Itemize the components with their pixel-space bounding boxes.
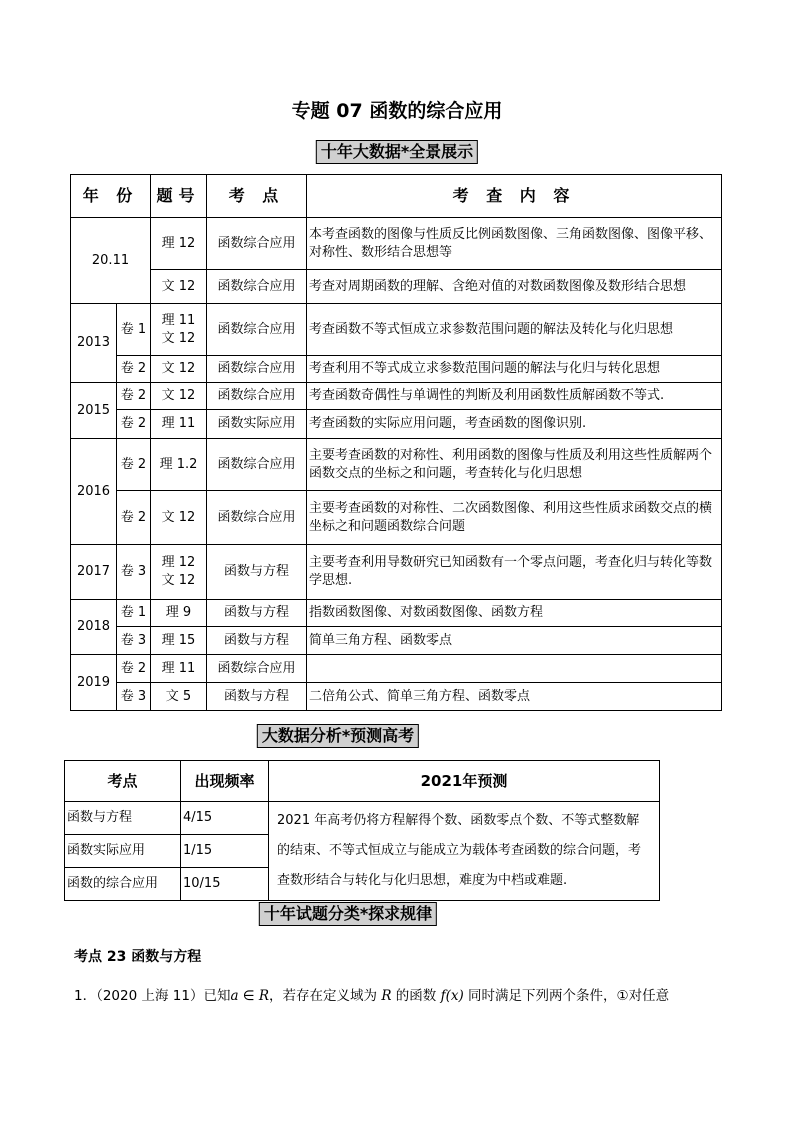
math-fx: f(x) bbox=[440, 988, 464, 1004]
content-cell: 考查函数的实际应用问题，考查函数的图像识别. bbox=[307, 410, 722, 439]
topic-cell: 函数与方程 bbox=[207, 600, 307, 627]
year-cell: 2018 bbox=[71, 600, 117, 655]
header-topic: 考点 bbox=[65, 761, 181, 802]
question-number-cell: 理 12 文 12 bbox=[151, 545, 207, 600]
frequency-cell: 4/15 bbox=[181, 802, 269, 835]
volume-cell: 卷 2 bbox=[117, 356, 151, 383]
year-cell: 20.11 bbox=[71, 218, 151, 304]
topic-cell: 函数的综合应用 bbox=[65, 868, 181, 901]
exam-history-table bbox=[70, 174, 722, 711]
volume-cell: 卷 2 bbox=[117, 383, 151, 410]
table-row bbox=[71, 439, 722, 491]
topic-cell: 函数实际应用 bbox=[65, 835, 181, 868]
prediction-cell: 2021 年高考仍将方程解得个数、函数零点个数、不等式整数解的结束、不等式恒成立与能成立为载体考查函数的综合问题，考查数形结合与转化与化归思想，难度为中档或难题. bbox=[269, 802, 660, 901]
table-row bbox=[71, 383, 722, 410]
header-topic: 考 点 bbox=[207, 175, 307, 218]
volume-cell: 卷 2 bbox=[117, 410, 151, 439]
table-row bbox=[71, 218, 722, 270]
table-row bbox=[71, 683, 722, 711]
topic-cell: 函数综合应用 bbox=[207, 270, 307, 304]
header-frequency: 出现频率 bbox=[181, 761, 269, 802]
volume-cell: 卷 3 bbox=[117, 627, 151, 655]
topic-cell: 函数综合应用 bbox=[207, 491, 307, 545]
topic-cell: 函数与方程 bbox=[207, 683, 307, 711]
question-mid-2: 的函数 bbox=[391, 988, 441, 1004]
question-number-cell: 理 11 bbox=[151, 410, 207, 439]
year-cell: 2016 bbox=[71, 439, 117, 545]
table-header-row bbox=[71, 175, 722, 218]
content-cell: 主要考查函数的对称性、二次函数图像、利用这些性质求函数交点的横坐标之和问题函数综合问题 bbox=[307, 491, 722, 545]
question-number-cell: 文 5 bbox=[151, 683, 207, 711]
question-number-cell: 文 12 bbox=[151, 491, 207, 545]
volume-cell: 卷 3 bbox=[117, 545, 151, 600]
header-content: 考 查 内 容 bbox=[307, 175, 722, 218]
volume-cell: 卷 3 bbox=[117, 683, 151, 711]
table-row bbox=[71, 545, 722, 600]
math-var-r: R bbox=[258, 988, 270, 1004]
content-cell: 主要考查函数的对称性、利用函数的图像与性质及利用这些性质解两个函数交点的坐标之和问题，考查转化与化归思想 bbox=[307, 439, 722, 491]
topic-cell: 函数综合应用 bbox=[207, 218, 307, 270]
question-mid: ，若存在定义域为 bbox=[269, 988, 382, 1004]
question-prefix: 1．（2020 上海 11）已知 bbox=[74, 988, 231, 1004]
section-banner-analysis: 大数据分析*预测高考 bbox=[257, 724, 419, 748]
question-number-cell: 理 9 bbox=[151, 600, 207, 627]
question-number-cell: 理 11 文 12 bbox=[151, 304, 207, 356]
topic-cell: 函数与方程 bbox=[65, 802, 181, 835]
header-year: 年 份 bbox=[71, 175, 151, 218]
topic-cell: 函数综合应用 bbox=[207, 356, 307, 383]
content-cell: 指数函数图像、对数函数图像、函数方程 bbox=[307, 600, 722, 627]
content-cell: 考查函数不等式恒成立求参数范围问题的解法及转化与化归思想 bbox=[307, 304, 722, 356]
frequency-cell: 10/15 bbox=[181, 868, 269, 901]
content-cell: 主要考查利用导数研究已知函数有一个零点问题，考查化归与转化等数学思想. bbox=[307, 545, 722, 600]
year-cell: 2015 bbox=[71, 383, 117, 439]
volume-cell: 卷 1 bbox=[117, 304, 151, 356]
question-number-cell: 文 12 bbox=[151, 383, 207, 410]
table-row bbox=[71, 627, 722, 655]
table-row bbox=[71, 410, 722, 439]
question-number-cell: 理 15 bbox=[151, 627, 207, 655]
content-cell: 二倍角公式、简单三角方程、函数零点 bbox=[307, 683, 722, 711]
content-cell: 简单三角方程、函数零点 bbox=[307, 627, 722, 655]
content-cell bbox=[307, 655, 722, 683]
header-question-number: 题号 bbox=[151, 175, 207, 218]
header-prediction: 2021年预测 bbox=[269, 761, 660, 802]
volume-cell: 卷 1 bbox=[117, 600, 151, 627]
content-cell: 考查对周期函数的理解、含绝对值的对数函数图像及数形结合思想 bbox=[307, 270, 722, 304]
frequency-cell: 1/15 bbox=[181, 835, 269, 868]
question-number-cell: 文 12 bbox=[151, 270, 207, 304]
year-cell: 2013 bbox=[71, 304, 117, 383]
topic-cell: 函数综合应用 bbox=[207, 304, 307, 356]
math-var-a: a bbox=[230, 988, 239, 1004]
content-cell: 本考查函数的图像与性质反比例函数图像、三角函数图像、图像平移、对称性、数形结合思想等 bbox=[307, 218, 722, 270]
frequency-table bbox=[64, 760, 660, 901]
table-row bbox=[71, 270, 722, 304]
question-text bbox=[74, 984, 669, 1004]
volume-cell: 卷 2 bbox=[117, 655, 151, 683]
table-row bbox=[71, 356, 722, 383]
topic-cell: 函数实际应用 bbox=[207, 410, 307, 439]
volume-cell: 卷 2 bbox=[117, 491, 151, 545]
section-banner-overview: 十年大数据*全景展示 bbox=[316, 140, 478, 164]
page-title: 专题 07 函数的综合应用 bbox=[291, 100, 503, 122]
year-cell: 2019 bbox=[71, 655, 117, 711]
year-cell: 2017 bbox=[71, 545, 117, 600]
question-number-cell: 理 11 bbox=[151, 655, 207, 683]
volume-cell: 卷 2 bbox=[117, 439, 151, 491]
question-number-cell: 文 12 bbox=[151, 356, 207, 383]
section-banner-classification: 十年试题分类*探求规律 bbox=[259, 902, 437, 926]
topic-cell: 函数综合应用 bbox=[207, 655, 307, 683]
table-row bbox=[71, 491, 722, 545]
section-heading: 考点 23 函数与方程 bbox=[74, 949, 202, 965]
table-row bbox=[71, 655, 722, 683]
question-number-cell: 理 1.2 bbox=[151, 439, 207, 491]
topic-cell: 函数与方程 bbox=[207, 545, 307, 600]
content-cell: 考查利用不等式成立求参数范围问题的解法与化归与转化思想 bbox=[307, 356, 722, 383]
topic-cell: 函数综合应用 bbox=[207, 439, 307, 491]
table-header-row bbox=[65, 761, 660, 802]
table-row bbox=[65, 802, 660, 835]
math-var-r-2: R bbox=[381, 988, 392, 1004]
table-row bbox=[71, 304, 722, 356]
topic-cell: 函数与方程 bbox=[207, 627, 307, 655]
content-cell: 考查函数奇偶性与单调性的判断及利用函数性质解函数不等式. bbox=[307, 383, 722, 410]
table-row bbox=[71, 600, 722, 627]
question-number-cell: 理 12 bbox=[151, 218, 207, 270]
math-in: ∈ bbox=[238, 988, 259, 1004]
topic-cell: 函数综合应用 bbox=[207, 383, 307, 410]
question-end: 同时满足下列两个条件，①对任意 bbox=[463, 988, 670, 1004]
